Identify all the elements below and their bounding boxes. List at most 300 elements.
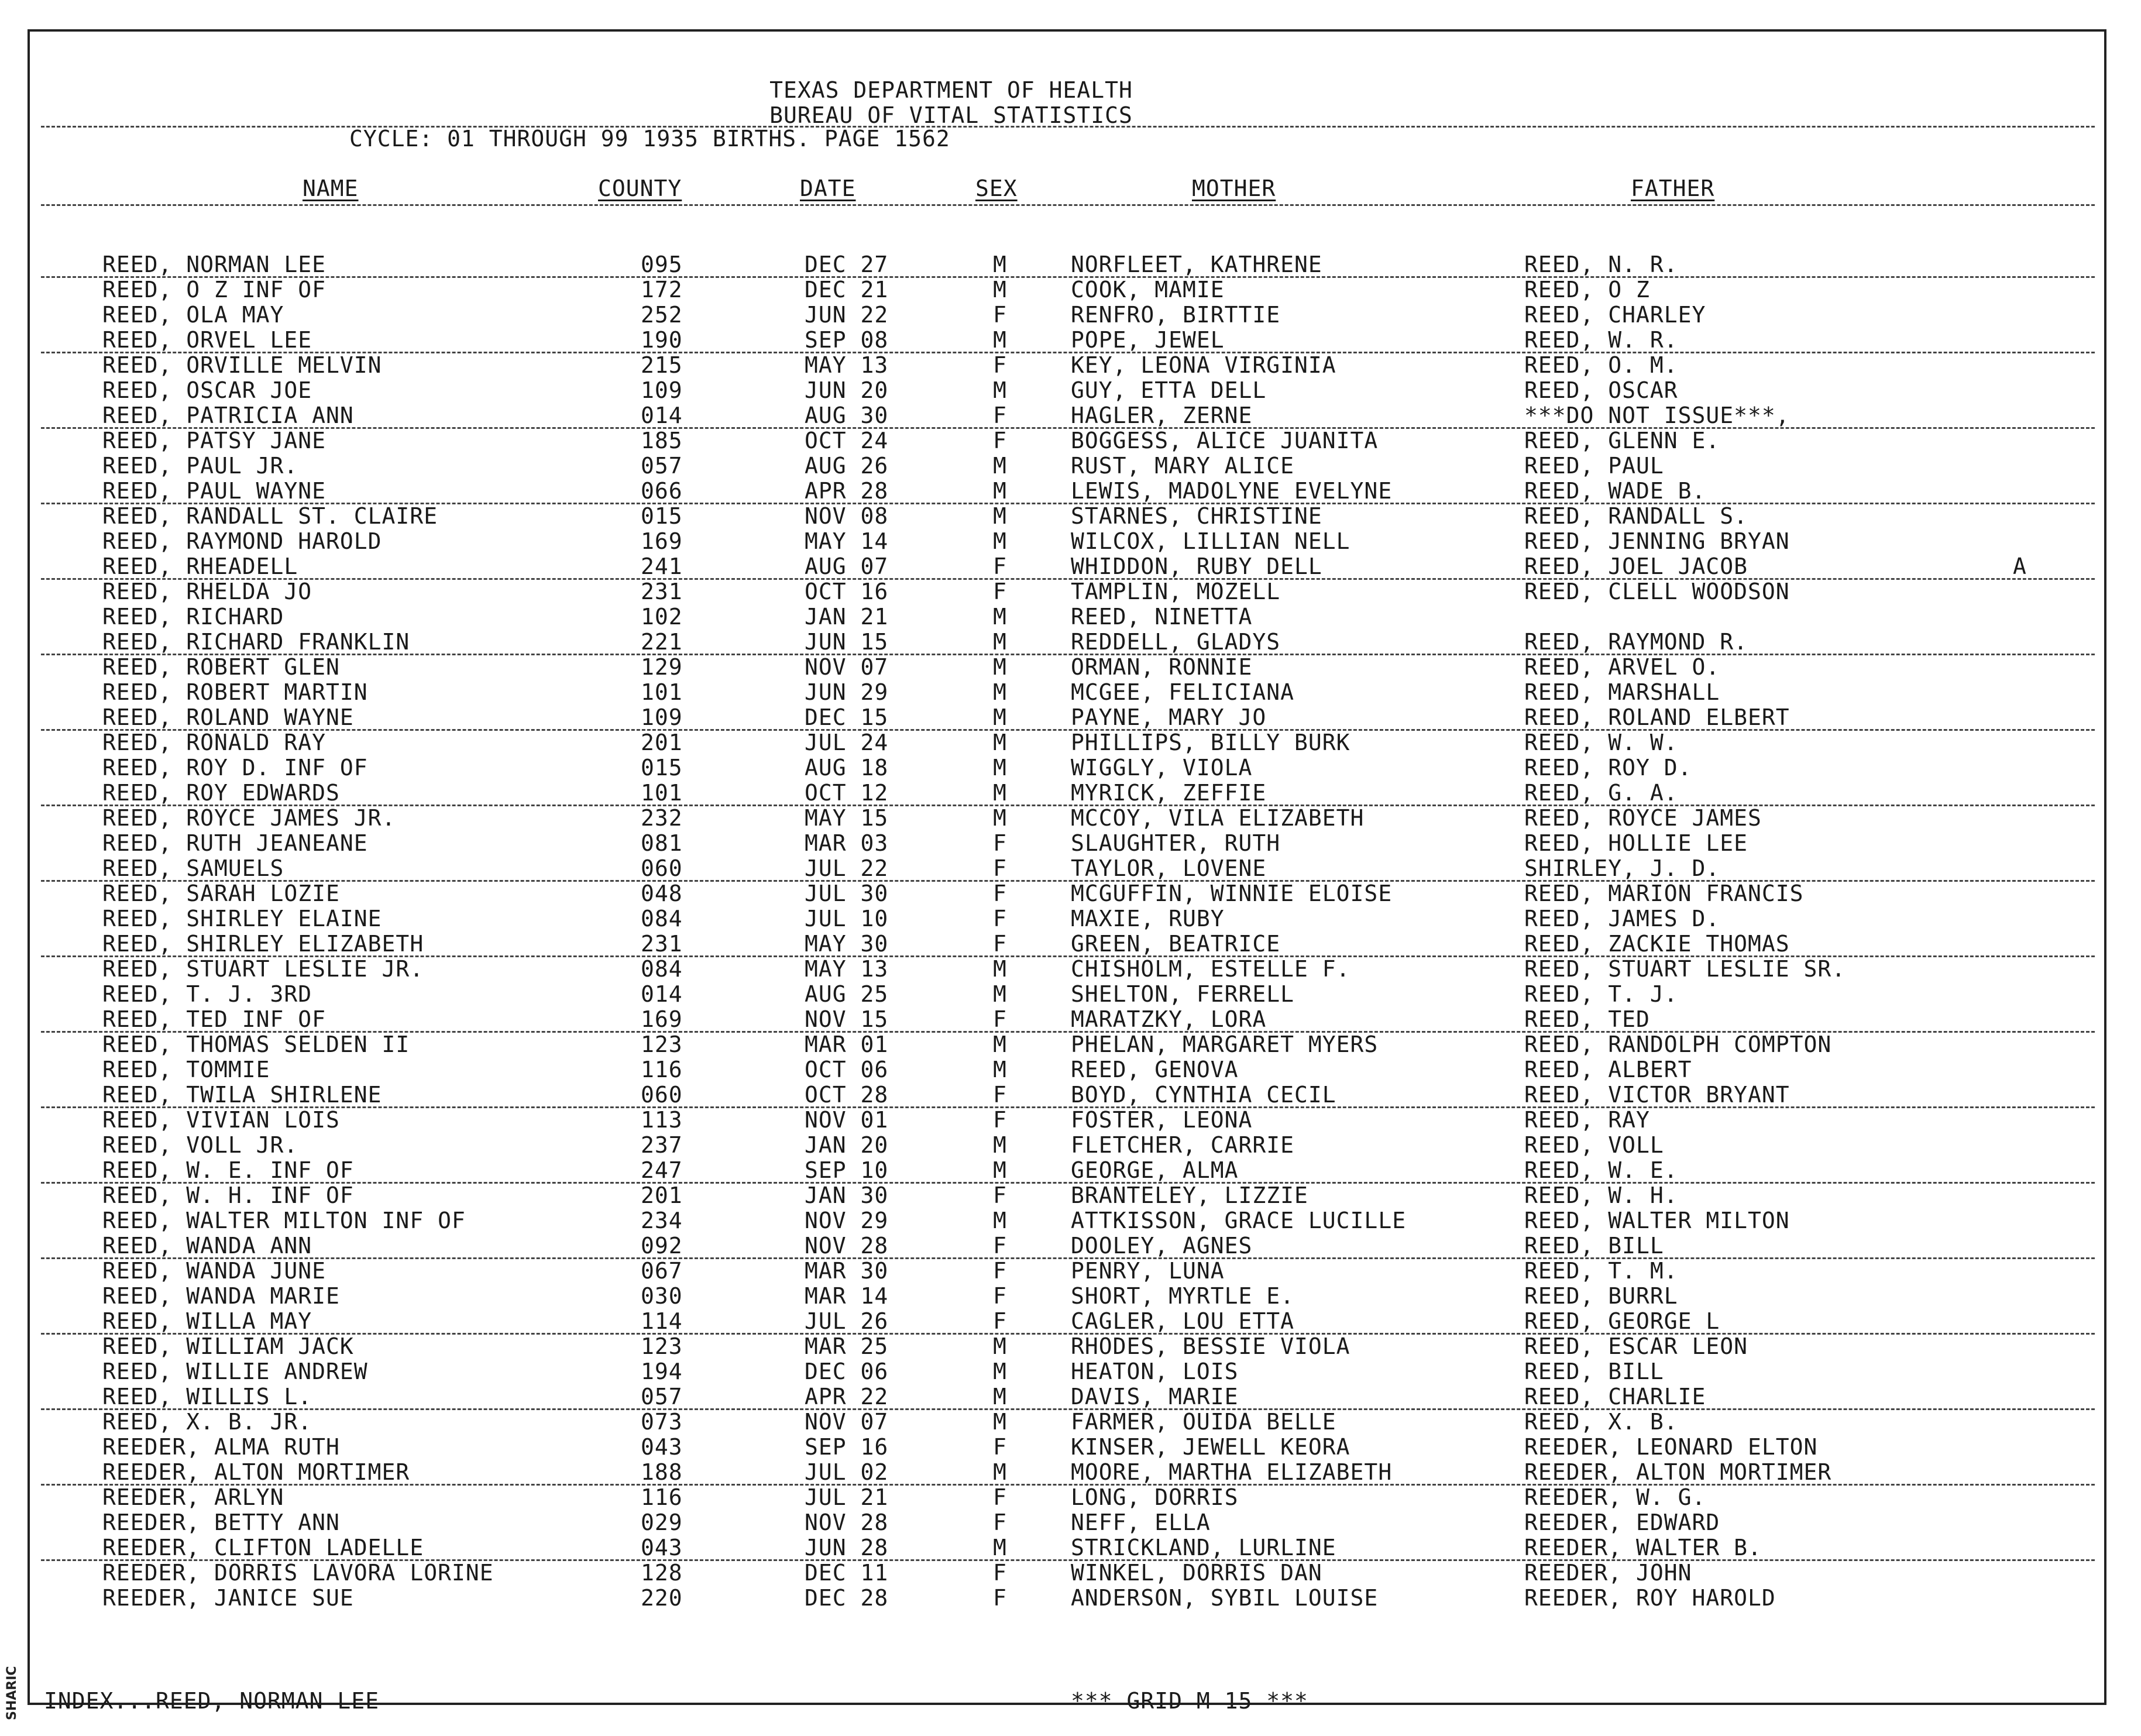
cell-sex: M [993, 956, 1007, 982]
cell-sex: F [993, 1308, 1007, 1334]
cell-mother: RUST, MARY ALICE [1071, 453, 1295, 479]
cell-mother: LONG, DORRIS [1071, 1484, 1239, 1510]
col-date: DATE [800, 176, 856, 201]
header-divider-bottom [41, 204, 2095, 206]
cell-sex: M [993, 528, 1007, 554]
cell-name: REED, RICHARD [102, 604, 284, 630]
cell-mother: RENFRO, BIRTTIE [1071, 302, 1281, 328]
cell-mother: DAVIS, MARIE [1071, 1384, 1239, 1410]
cell-date: DEC 21 [805, 277, 889, 302]
table-row [0, 755, 2141, 781]
table-row [0, 1158, 2141, 1183]
table-row [0, 1586, 2141, 1611]
cell-date: NOV 07 [805, 654, 889, 680]
cell-name: REEDER, JANICE SUE [102, 1585, 354, 1611]
cell-name: REED, OSCAR JOE [102, 377, 312, 403]
table-row [0, 1535, 2141, 1560]
cell-name: REED, ORVILLE MELVIN [102, 352, 382, 378]
cell-father: REED, HOLLIE LEE [1524, 830, 1748, 856]
table-row [0, 1233, 2141, 1259]
cell-father: SHIRLEY, J. D. [1524, 855, 1720, 881]
cell-name: REED, T. J. 3RD [102, 981, 312, 1007]
cell-father: REED, W. H. [1524, 1182, 1678, 1208]
table-row [0, 705, 2141, 730]
cell-father: REED, BURRL [1524, 1283, 1678, 1309]
cell-date: APR 22 [805, 1384, 889, 1410]
cell-county: 231 [641, 579, 683, 604]
cell-date: AUG 26 [805, 453, 889, 479]
cell-county: 169 [641, 1006, 683, 1032]
cell-mother: REDDELL, GLADYS [1071, 629, 1281, 655]
cell-county: 116 [641, 1057, 683, 1082]
cell-sex: F [993, 881, 1007, 906]
cell-date: JUL 10 [805, 906, 889, 931]
cell-mother: WHIDDON, RUBY DELL [1071, 554, 1322, 579]
cell-county: 060 [641, 855, 683, 881]
cell-name: REED, PATRICIA ANN [102, 403, 354, 428]
cell-father: REED, O Z [1524, 277, 1650, 302]
cell-sex: F [993, 1182, 1007, 1208]
table-row [0, 856, 2141, 881]
table-row [0, 453, 2141, 479]
cell-mother: PHILLIPS, BILLY BURK [1071, 730, 1350, 755]
cell-father: REED, ARVEL O. [1524, 654, 1720, 680]
cell-father: REED, ALBERT [1524, 1057, 1692, 1082]
cell-mother: SHORT, MYRTLE E. [1071, 1283, 1295, 1309]
table-row [0, 1259, 2141, 1284]
cell-mother: ORMAN, RONNIE [1071, 654, 1253, 680]
cell-sex: M [993, 1459, 1007, 1485]
cell-mother: NORFLEET, KATHRENE [1071, 252, 1322, 277]
table-row [0, 680, 2141, 705]
table-row [0, 1485, 2141, 1510]
cell-date: MAR 01 [805, 1032, 889, 1057]
cell-name: REED, PATSY JANE [102, 428, 327, 453]
cell-father: REED, RANDALL S. [1524, 503, 1748, 529]
cell-county: 221 [641, 629, 683, 655]
cell-name: REED, O Z INF OF [102, 277, 327, 302]
cell-father: REED, ROY D. [1524, 755, 1692, 781]
cell-name: REED, TED INF OF [102, 1006, 327, 1032]
cell-name: REED, RAYMOND HAROLD [102, 528, 382, 554]
cell-date: AUG 25 [805, 981, 889, 1007]
cell-date: JUL 21 [805, 1484, 889, 1510]
cell-father: REED, JOEL JACOB [1524, 554, 1748, 579]
cell-mother: TAYLOR, LOVENE [1071, 855, 1267, 881]
cell-mother: COOK, MAMIE [1071, 277, 1225, 302]
cell-date: MAY 30 [805, 931, 889, 957]
cell-sex: M [993, 679, 1007, 705]
cell-name: REED, OLA MAY [102, 302, 284, 328]
cell-mother: BOGGESS, ALICE JUANITA [1071, 428, 1379, 453]
cell-county: 129 [641, 654, 683, 680]
cell-name: REEDER, ALMA RUTH [102, 1434, 340, 1460]
cell-father: REED, STUART LESLIE SR. [1524, 956, 1846, 982]
table-row [0, 604, 2141, 630]
cell-sex: M [993, 981, 1007, 1007]
table-row [0, 529, 2141, 554]
cell-mother: FARMER, OUIDA BELLE [1071, 1409, 1336, 1435]
cell-father: REED, CLELL WOODSON [1524, 579, 1790, 604]
table-row [0, 1435, 2141, 1460]
cell-date: MAR 30 [805, 1258, 889, 1284]
cell-father: REED, CHARLEY [1524, 302, 1706, 328]
cell-date: DEC 06 [805, 1359, 889, 1384]
cell-sex: F [993, 1006, 1007, 1032]
records-table [0, 252, 2141, 1611]
cell-mother: CAGLER, LOU ETTA [1071, 1308, 1295, 1334]
cell-mother: GUY, ETTA DELL [1071, 377, 1267, 403]
cell-date: JAN 21 [805, 604, 889, 630]
index-footer: INDEX...REED, NORMAN LEE [44, 1688, 380, 1714]
cell-mother: MYRICK, ZEFFIE [1071, 780, 1267, 806]
cell-mother: RHODES, BESSIE VIOLA [1071, 1333, 1350, 1359]
cell-county: 252 [641, 302, 683, 328]
cell-sex: M [993, 604, 1007, 630]
cell-date: DEC 11 [805, 1560, 889, 1586]
table-row [0, 302, 2141, 328]
cell-county: 067 [641, 1258, 683, 1284]
table-row [0, 504, 2141, 529]
cell-father: REED, JENNING BRYAN [1524, 528, 1790, 554]
col-father: FATHER [1631, 176, 1715, 201]
cell-mother: ANDERSON, SYBIL LOUISE [1071, 1585, 1379, 1611]
cell-mother: HEATON, LOIS [1071, 1359, 1239, 1384]
cell-county: 232 [641, 805, 683, 831]
cell-name: REED, WANDA JUNE [102, 1258, 327, 1284]
cell-name: REED, WILLIS L. [102, 1384, 312, 1410]
cell-sex: M [993, 1157, 1007, 1183]
side-stamp: SHARIC [5, 1666, 19, 1720]
cell-name: REED, WILLA MAY [102, 1308, 312, 1334]
cell-county: 092 [641, 1233, 683, 1259]
cell-date: OCT 28 [805, 1082, 889, 1108]
col-county: COUNTY [598, 176, 682, 201]
cell-sex: F [993, 302, 1007, 328]
cycle-line: CYCLE: 01 THROUGH 99 1935 BIRTHS. PAGE 1562 [349, 126, 950, 152]
cell-name: REED, WILLIE ANDREW [102, 1359, 368, 1384]
cell-father: REEDER, WALTER B. [1524, 1535, 1762, 1560]
table-row [0, 277, 2141, 302]
col-sex: SEX [975, 176, 1018, 201]
cell-date: JUL 24 [805, 730, 889, 755]
cell-county: 116 [641, 1484, 683, 1510]
cell-county: 237 [641, 1132, 683, 1158]
cell-sex: M [993, 377, 1007, 403]
cell-name: REED, PAUL JR. [102, 453, 298, 479]
cell-sex: F [993, 428, 1007, 453]
cell-date: JUL 26 [805, 1308, 889, 1334]
cell-date: MAR 14 [805, 1283, 889, 1309]
cell-date: JAN 30 [805, 1182, 889, 1208]
table-row [0, 1560, 2141, 1586]
table-row [0, 831, 2141, 856]
cell-mother: BOYD, CYNTHIA CECIL [1071, 1082, 1336, 1108]
cell-date: NOV 28 [805, 1510, 889, 1535]
cell-sex: M [993, 730, 1007, 755]
cell-date: SEP 16 [805, 1434, 889, 1460]
cell-sex: F [993, 1258, 1007, 1284]
cell-sex: M [993, 805, 1007, 831]
cell-date: NOV 28 [805, 1233, 889, 1259]
cell-father: REED, WADE B. [1524, 478, 1706, 504]
department-title: TEXAS DEPARTMENT OF HEALTH [769, 77, 1133, 103]
cell-father: REED, BILL [1524, 1233, 1664, 1259]
cell-date: AUG 30 [805, 403, 889, 428]
cell-sex: F [993, 554, 1007, 579]
cell-date: JUL 22 [805, 855, 889, 881]
cell-mother: POPE, JEWEL [1071, 327, 1225, 353]
cell-name: REED, WANDA MARIE [102, 1283, 340, 1309]
cell-name: REED, ROBERT MARTIN [102, 679, 368, 705]
cell-name: REED, TOMMIE [102, 1057, 270, 1082]
cell-name: REED, TWILA SHIRLENE [102, 1082, 382, 1108]
cell-father: REED, MARSHALL [1524, 679, 1720, 705]
table-row [0, 1007, 2141, 1032]
cell-county: 084 [641, 906, 683, 931]
cell-father: REED, W. W. [1524, 730, 1678, 755]
cell-sex: F [993, 830, 1007, 856]
cell-sex: M [993, 252, 1007, 277]
cell-father: REED, CHARLIE [1524, 1384, 1706, 1410]
cell-name: REED, VOLL JR. [102, 1132, 298, 1158]
table-row [0, 252, 2141, 277]
cell-county: 095 [641, 252, 683, 277]
cell-county: 048 [641, 881, 683, 906]
cell-date: DEC 27 [805, 252, 889, 277]
cell-mother: NEFF, ELLA [1071, 1510, 1211, 1535]
cell-county: 081 [641, 830, 683, 856]
cell-date: OCT 06 [805, 1057, 889, 1082]
cell-county: 014 [641, 403, 683, 428]
cell-date: JUN 20 [805, 377, 889, 403]
cell-name: REED, RUTH JEANEANE [102, 830, 368, 856]
cell-mother: BRANTELEY, LIZZIE [1071, 1182, 1308, 1208]
cell-county: 172 [641, 277, 683, 302]
cell-county: 060 [641, 1082, 683, 1108]
cell-father: REED, W. R. [1524, 327, 1678, 353]
cell-name: REED, RONALD RAY [102, 730, 327, 755]
table-row [0, 1334, 2141, 1359]
cell-mother: GEORGE, ALMA [1071, 1157, 1239, 1183]
cell-sex: M [993, 755, 1007, 781]
cell-name: REEDER, BETTY ANN [102, 1510, 340, 1535]
cell-father: REED, GLENN E. [1524, 428, 1720, 453]
cell-mother: KINSER, JEWELL KEORA [1071, 1434, 1350, 1460]
cell-mother: MARATZKY, LORA [1071, 1006, 1267, 1032]
cell-name: REED, ROY D. INF OF [102, 755, 368, 781]
cell-county: 169 [641, 528, 683, 554]
table-row [0, 906, 2141, 931]
cell-date: NOV 08 [805, 503, 889, 529]
cell-sex: F [993, 352, 1007, 378]
table-row [0, 1057, 2141, 1082]
cell-sex: M [993, 503, 1007, 529]
cell-date: NOV 07 [805, 1409, 889, 1435]
cell-flag: A [2013, 554, 2027, 579]
grid-footer: *** GRID M 15 *** [1071, 1688, 1308, 1714]
cell-date: JUL 02 [805, 1459, 889, 1485]
table-row [0, 403, 2141, 428]
cell-name: REED, WILLIAM JACK [102, 1333, 354, 1359]
cell-name: REED, SHIRLEY ELIZABETH [102, 931, 424, 957]
cell-mother: STRICKLAND, LURLINE [1071, 1535, 1336, 1560]
cell-date: MAR 25 [805, 1333, 889, 1359]
cell-name: REEDER, CLIFTON LADELLE [102, 1535, 424, 1560]
cell-county: 029 [641, 1510, 683, 1535]
cell-father: REED, VOLL [1524, 1132, 1664, 1158]
cell-father: REED, BILL [1524, 1359, 1664, 1384]
table-row [0, 1082, 2141, 1108]
cell-county: 015 [641, 755, 683, 781]
cell-county: 030 [641, 1283, 683, 1309]
cell-sex: M [993, 1132, 1007, 1158]
cell-county: 073 [641, 1409, 683, 1435]
cell-father: REED, MARION FRANCIS [1524, 881, 1804, 906]
table-row [0, 931, 2141, 957]
cell-father: REED, RAY [1524, 1107, 1650, 1133]
cell-mother: WINKEL, DORRIS DAN [1071, 1560, 1322, 1586]
cell-name: REED, NORMAN LEE [102, 252, 327, 277]
cell-name: REED, WALTER MILTON INF OF [102, 1208, 466, 1233]
cell-sex: F [993, 931, 1007, 957]
table-row [0, 579, 2141, 604]
cell-father: REED, G. A. [1524, 780, 1678, 806]
cell-mother: PHELAN, MARGARET MYERS [1071, 1032, 1379, 1057]
cell-sex: F [993, 906, 1007, 931]
cell-name: REED, X. B. JR. [102, 1409, 312, 1435]
cell-date: MAY 15 [805, 805, 889, 831]
table-row [0, 1183, 2141, 1208]
cell-father: REED, ESCAR LEON [1524, 1333, 1748, 1359]
cell-mother: CHISHOLM, ESTELLE F. [1071, 956, 1350, 982]
cell-county: 015 [641, 503, 683, 529]
cell-mother: REED, GENOVA [1071, 1057, 1239, 1082]
cell-sex: F [993, 1233, 1007, 1259]
cell-county: 057 [641, 453, 683, 479]
cell-mother: REED, NINETTA [1071, 604, 1253, 630]
cell-name: REED, ROBERT GLEN [102, 654, 340, 680]
table-row [0, 1284, 2141, 1309]
cell-father: REED, ZACKIE THOMAS [1524, 931, 1790, 957]
cell-county: 194 [641, 1359, 683, 1384]
cell-date: MAY 14 [805, 528, 889, 554]
cell-county: 113 [641, 1107, 683, 1133]
table-row [0, 1460, 2141, 1485]
cell-mother: FLETCHER, CARRIE [1071, 1132, 1295, 1158]
cell-county: 241 [641, 554, 683, 579]
cell-father: ***DO NOT ISSUE***, [1524, 403, 1790, 428]
cell-father: REED, ROYCE JAMES [1524, 805, 1762, 831]
cell-sex: M [993, 629, 1007, 655]
table-row [0, 1309, 2141, 1334]
cell-date: NOV 15 [805, 1006, 889, 1032]
cell-name: REED, RANDALL ST. CLAIRE [102, 503, 438, 529]
cell-father: REEDER, W. G. [1524, 1484, 1706, 1510]
table-row [0, 982, 2141, 1007]
cell-county: 123 [641, 1032, 683, 1057]
cell-county: 188 [641, 1459, 683, 1485]
cell-name: REED, PAUL WAYNE [102, 478, 327, 504]
cell-mother: MCGEE, FELICIANA [1071, 679, 1295, 705]
table-row [0, 479, 2141, 504]
cell-father: REED, PAUL [1524, 453, 1664, 479]
cell-name: REED, STUART LESLIE JR. [102, 956, 424, 982]
cell-name: REED, SARAH LOZIE [102, 881, 340, 906]
cell-name: REED, ROLAND WAYNE [102, 704, 354, 730]
cell-sex: F [993, 579, 1007, 604]
cell-name: REED, ROYCE JAMES JR. [102, 805, 396, 831]
cell-mother: PENRY, LUNA [1071, 1258, 1225, 1284]
cell-county: 234 [641, 1208, 683, 1233]
cell-mother: HAGLER, ZERNE [1071, 403, 1253, 428]
cell-mother: WILCOX, LILLIAN NELL [1071, 528, 1350, 554]
cell-county: 231 [641, 931, 683, 957]
cell-sex: F [993, 1283, 1007, 1309]
table-row [0, 655, 2141, 680]
cell-date: SEP 10 [805, 1157, 889, 1183]
cell-father: REEDER, EDWARD [1524, 1510, 1720, 1535]
cell-name: REED, THOMAS SELDEN II [102, 1032, 410, 1057]
cell-father: REED, WALTER MILTON [1524, 1208, 1790, 1233]
table-row [0, 730, 2141, 755]
cell-name: REED, WANDA ANN [102, 1233, 312, 1259]
cell-father: REED, GEORGE L [1524, 1308, 1720, 1334]
cell-county: 185 [641, 428, 683, 453]
cell-sex: F [993, 1434, 1007, 1460]
cell-date: DEC 15 [805, 704, 889, 730]
cell-county: 201 [641, 730, 683, 755]
cell-name: REED, RHEADELL [102, 554, 298, 579]
cell-date: JUN 15 [805, 629, 889, 655]
cell-sex: M [993, 1359, 1007, 1384]
cell-county: 128 [641, 1560, 683, 1586]
cell-sex: M [993, 1535, 1007, 1560]
cell-mother: PAYNE, MARY JO [1071, 704, 1267, 730]
cell-father: REED, O. M. [1524, 352, 1678, 378]
cell-date: DEC 28 [805, 1585, 889, 1611]
bureau-title: BUREAU OF VITAL STATISTICS [769, 102, 1133, 128]
cell-sex: F [993, 1082, 1007, 1108]
cell-name: REED, RHELDA JO [102, 579, 312, 604]
cell-county: 102 [641, 604, 683, 630]
cell-mother: WIGGLY, VIOLA [1071, 755, 1253, 781]
table-row [0, 428, 2141, 453]
cell-county: 109 [641, 377, 683, 403]
cell-date: JAN 20 [805, 1132, 889, 1158]
cell-name: REED, ROY EDWARDS [102, 780, 340, 806]
cell-sex: M [993, 1333, 1007, 1359]
cell-mother: MCCOY, VILA ELIZABETH [1071, 805, 1365, 831]
table-row [0, 630, 2141, 655]
cell-name: REEDER, ARLYN [102, 1484, 284, 1510]
cell-father: REED, T. J. [1524, 981, 1678, 1007]
cell-date: AUG 07 [805, 554, 889, 579]
cell-father: REED, JAMES D. [1524, 906, 1720, 931]
table-row [0, 957, 2141, 982]
cell-sex: M [993, 1208, 1007, 1233]
cell-sex: F [993, 403, 1007, 428]
cell-mother: SHELTON, FERRELL [1071, 981, 1295, 1007]
cell-father: REED, RAYMOND R. [1524, 629, 1748, 655]
cell-sex: M [993, 1032, 1007, 1057]
cell-date: JUN 29 [805, 679, 889, 705]
cell-county: 084 [641, 956, 683, 982]
table-row [0, 378, 2141, 403]
table-row [0, 1208, 2141, 1233]
cell-father: REED, T. M. [1524, 1258, 1678, 1284]
cell-sex: F [993, 1560, 1007, 1586]
